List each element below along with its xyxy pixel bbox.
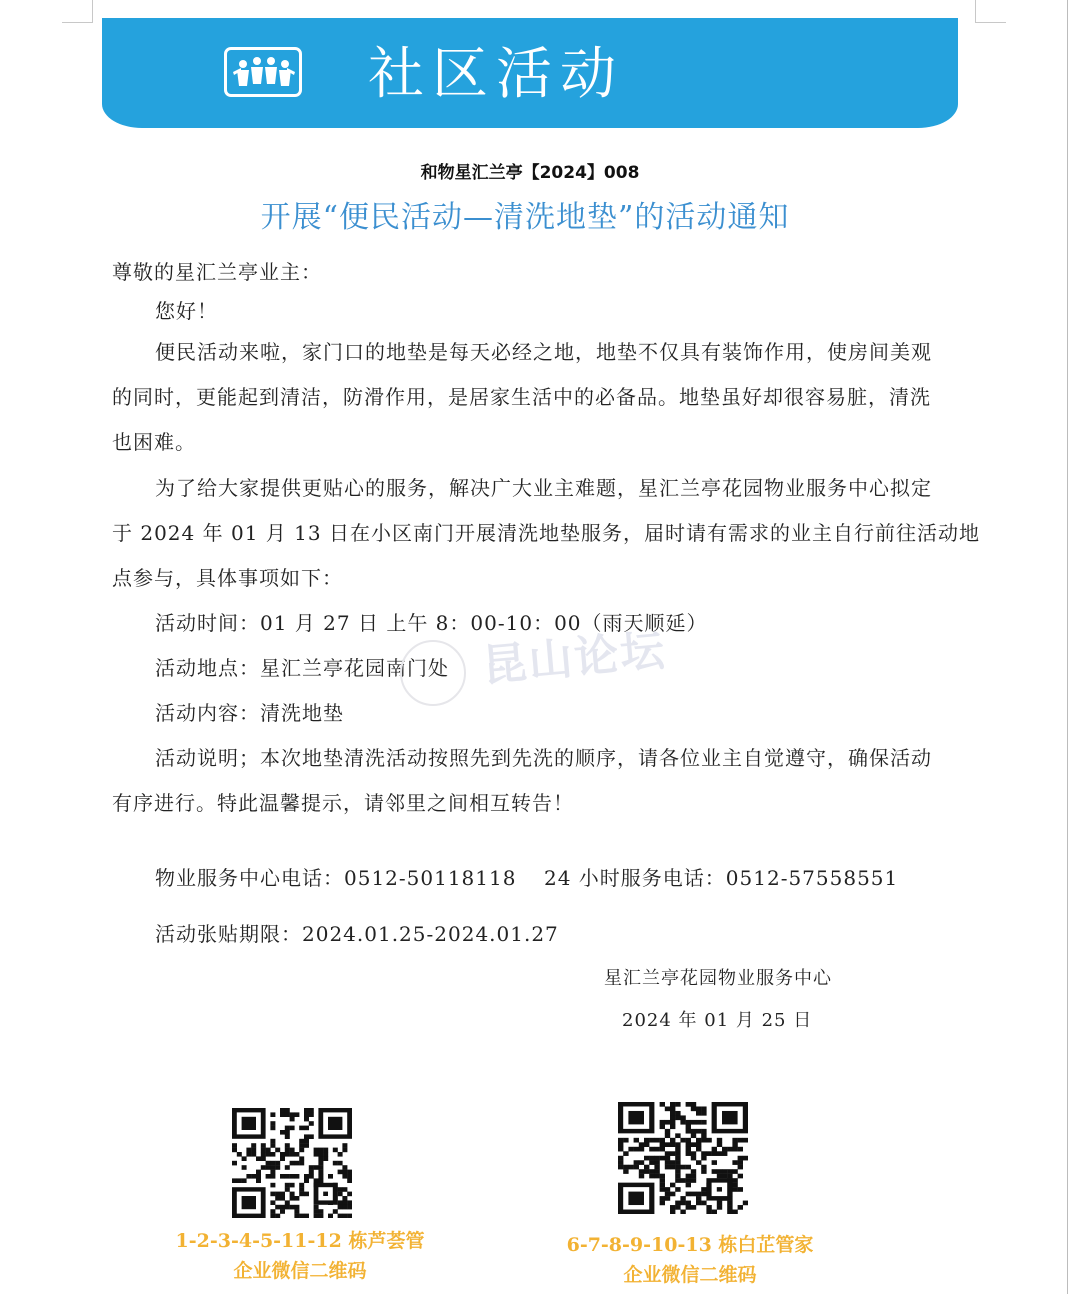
activity-note-line1: 活动说明；本次地垫清洗活动按照先到先洗的顺序，请各位业主自觉遵守，确保活动 (155, 746, 932, 770)
community-people-icon (224, 47, 302, 97)
activity-place: 活动地点：星汇兰亭花园南门处 (155, 656, 449, 680)
para1-line3: 也困难。 (112, 430, 196, 454)
qr-caption-right-line2: 企业微信二维码 (623, 1264, 757, 1286)
qr-code-right[interactable] (618, 1102, 738, 1212)
watermark-logo-icon (400, 640, 466, 706)
banner-title: 社区活动 (368, 42, 624, 107)
posting-period: 活动张贴期限：2024.01.25-2024.01.27 (155, 922, 559, 946)
greeting: 您好！ (155, 299, 218, 323)
crop-mark-top-left (62, 0, 93, 23)
activity-content: 活动内容：清洗地垫 (155, 701, 344, 725)
qr-code-left[interactable] (232, 1108, 352, 1218)
qr-caption-right (530, 1230, 850, 1290)
para2-line3: 点参与，具体事项如下： (112, 566, 343, 590)
qr-code-icon (618, 1102, 748, 1214)
activity-time: 活动时间：01 月 27 日 上午 8：00-10：00（雨天顺延） (155, 611, 708, 635)
activity-note-line2: 有序进行。特此温馨提示，请邻里之间相互转告！ (112, 791, 574, 815)
para2-line1: 为了给大家提供更贴心的服务，解决广大业主难题，星汇兰亭花园物业服务中心拟定 (155, 476, 932, 500)
hotline-phone: 24 小时服务电话：0512-57558551 (544, 866, 899, 890)
qr-caption-left (140, 1226, 460, 1286)
signature-org: 星汇兰亭花园物业服务中心 (604, 968, 832, 989)
para1-line2: 的同时，更能起到清洁，防滑作用，是居家生活中的必备品。地垫虽好却很容易脏，清洗 (112, 385, 931, 409)
qr-caption-left-line2: 企业微信二维码 (233, 1260, 367, 1282)
para2-line2: 于 2024 年 01 月 13 日在小区南门开展清洗地垫服务，届时请有需求的业主自行前往活动地 (112, 521, 980, 545)
document-number: 和物星汇兰亭【2024】008 (420, 163, 640, 183)
crop-mark-top-right (975, 0, 1006, 23)
office-phone: 物业服务中心电话：0512-50118118 (155, 866, 517, 890)
notice-headline: 开展“便民活动—清洗地垫”的活动通知 (260, 200, 790, 235)
qr-caption-right-line1: 6-7-8-9-10-13 栋白芷管家 (566, 1234, 814, 1256)
signature-date: 2024 年 01 月 25 日 (622, 1010, 813, 1031)
watermark-text: 昆山论坛 (480, 625, 669, 692)
qr-code-icon (232, 1108, 352, 1218)
qr-caption-left-line1: 1-2-3-4-5-11-12 栋芦荟管 (175, 1230, 425, 1252)
para1-line1: 便民活动来啦，家门口的地垫是每天必经之地，地垫不仅具有装饰作用，使房间美观 (155, 340, 932, 364)
salutation: 尊敬的星汇兰亭业主： (112, 260, 322, 284)
watermark (400, 600, 700, 710)
page-edge (1067, 0, 1068, 1294)
